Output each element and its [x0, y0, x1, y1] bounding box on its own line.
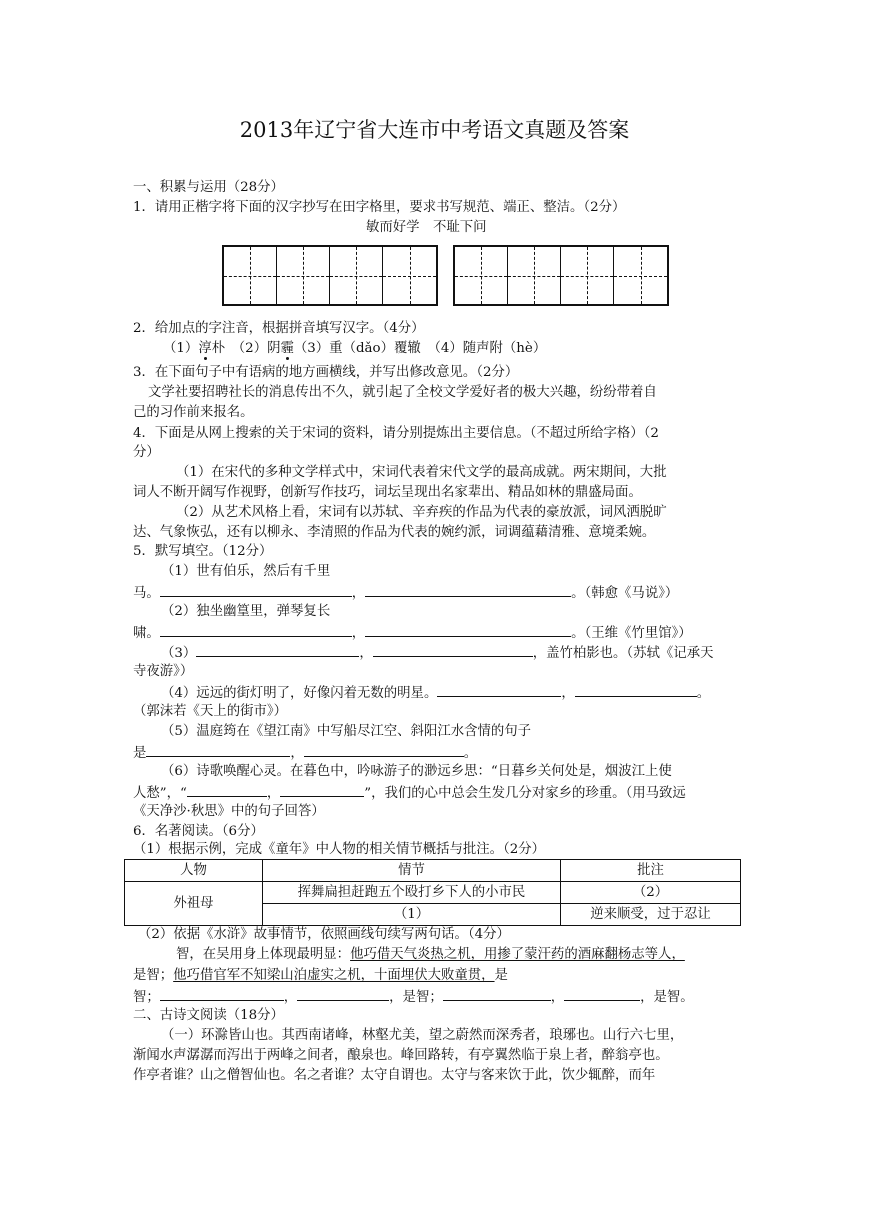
- q5-item6-tail: ”，我们的心中总会生发几分对家乡的珍重。（用马致远: [364, 786, 686, 801]
- passage-line1: （一）环滁皆山也。其西南诸峰，林壑尤美，望之蔚然而深秀者，琅琊也。山行六七里，: [161, 1028, 684, 1043]
- grid-cell[interactable]: [330, 247, 383, 304]
- dotted-char: 霾: [280, 341, 294, 356]
- header-note: 批注: [561, 860, 741, 882]
- question-5: 5．默写填空。（12分）: [133, 544, 273, 559]
- item-1-number: （1）: [163, 341, 199, 356]
- item-3: （3）重（dǎo）覆辙: [293, 341, 421, 356]
- q6-example-line1: [176, 945, 685, 965]
- q5-item4-source: （郭沫若《天上的街市》）: [133, 704, 287, 719]
- header-person: 人物: [125, 860, 263, 882]
- underlined-example-1: 他巧借天气炎热之机，用掺了蒙汗药的酒麻翻杨志等人，: [350, 947, 685, 962]
- cell-plot-2[interactable]: （1）: [263, 904, 561, 926]
- blank-input[interactable]: [280, 782, 364, 797]
- q5-item3-line: [161, 642, 713, 664]
- q6-sub1: （1）根据示例，完成《童年》中人物的相关情节概括与批注。（2分）: [133, 842, 546, 857]
- document-title: 2013年辽宁省大连市中考语文真题及答案: [239, 118, 630, 142]
- q5-item3-source: ，盖竹柏影也。（苏轼《记承天: [532, 646, 714, 661]
- q5-item3-number: （3）: [161, 646, 197, 661]
- q4-paragraph2-line2: 达、气象恢弘，还有以柳永、李清照的作品为代表的婉约派，词调蕴藉清雅、意境柔婉。: [133, 525, 656, 540]
- blank-input[interactable]: [365, 582, 571, 597]
- q5-item1-answer-line: [133, 582, 678, 604]
- passage-line2: 渐闻水声潺潺而泻出于两峰之间者，酿泉也。峰回路转，有亭翼然临于泉上者，醉翁亭也。: [133, 1048, 669, 1063]
- q6-example-line2: [133, 966, 508, 986]
- comma: ，: [283, 990, 298, 1005]
- q5-item6-lead: 人愁”，“: [133, 786, 187, 801]
- question-4-line1: 4．下面是从网上搜索的关于宋词的资料，请分别提炼出主要信息。（不超过所给字格）（2: [133, 426, 659, 441]
- q5-item5-prompt: （5）温庭筠在《望江南》中写船尽江空、斜阳江水含情的句子: [161, 724, 532, 739]
- blank-input[interactable]: [146, 742, 290, 757]
- passage-line3: 作亭者谁？山之僧智仙也。名之者谁？太守自谓也。太守与客来饮于此，饮少辄醉，而年: [133, 1068, 656, 1083]
- cell-note-2: 逆来顺受，过于忍让: [561, 904, 741, 926]
- comma: ，: [561, 686, 575, 701]
- q4-paragraph1-line2: 词人不断开阔写作视野，创新写作技巧，词坛呈现出名家辈出、精品如林的鼎盛局面。: [133, 485, 642, 500]
- q5-item2-prompt: （2）独坐幽篁里，弹琴复长: [161, 604, 331, 619]
- question-2: 2．给加点的字注音，根据拼音填写汉字。（4分）: [133, 321, 425, 336]
- grid-cell[interactable]: [508, 247, 561, 304]
- answer-lead: 智；: [133, 990, 160, 1005]
- question-2-items: [163, 339, 546, 359]
- blank-input[interactable]: [575, 682, 697, 697]
- section-heading-1: 一、积累与运用（28分）: [133, 180, 284, 195]
- q6-answer-line: [133, 986, 694, 1008]
- question-3: 3．在下面句子中有语病的地方画横线，并写出修改意见。（2分）: [133, 365, 519, 380]
- q5-item4-prompt: （4）远远的街灯明了，好像闪着无数的明星。: [161, 686, 438, 701]
- q3-sentence-line1: 文学社要招聘社长的消息传出不久，就引起了全校文学爱好者的极大兴趣，纷纷带着自: [148, 385, 657, 400]
- q5-item1-source: 。（韩愈《马说》）: [571, 586, 679, 601]
- blank-input[interactable]: [564, 986, 640, 1001]
- comma: ，: [290, 746, 304, 761]
- answer-mid: ，是智；: [389, 990, 443, 1005]
- period: 。: [463, 746, 478, 761]
- item-4: （4）随声附（hè）: [434, 341, 547, 356]
- grid-cell[interactable]: [383, 247, 436, 304]
- grid-cell[interactable]: [224, 247, 277, 304]
- blank-input[interactable]: [304, 742, 464, 757]
- cell-note-1[interactable]: （2）: [561, 882, 741, 904]
- q5-item2-lead: 啸。: [133, 626, 160, 641]
- q5-item4-line: [161, 682, 710, 704]
- blank-input[interactable]: [196, 642, 359, 657]
- item-1-tail: 朴: [211, 341, 226, 356]
- childhood-table: [124, 859, 741, 926]
- period: 。: [696, 686, 711, 701]
- blank-input[interactable]: [187, 782, 267, 797]
- blank-input[interactable]: [160, 622, 352, 637]
- cell-person: 外祖母: [125, 882, 263, 926]
- tianzi-grid-left[interactable]: [222, 245, 438, 306]
- blank-input[interactable]: [373, 642, 533, 657]
- q3-sentence-line2: 己的习作前来报名。: [133, 405, 254, 420]
- blank-input[interactable]: [443, 986, 551, 1001]
- tianzi-grid-right[interactable]: [453, 245, 669, 306]
- comma: ，: [266, 786, 281, 801]
- q5-item1-prompt: （1）世有伯乐，然后有千里: [161, 564, 331, 579]
- grid-cell[interactable]: [614, 247, 667, 304]
- comma: ，: [359, 646, 373, 661]
- q5-item1-lead: 马。: [133, 586, 160, 601]
- item-2-head: （2）阴: [238, 341, 281, 356]
- copy-phrase: 敏而好学 不耻下问: [366, 220, 487, 235]
- underlined-example-2: 他巧借官军不知梁山泊虚实之机，十面埋伏大败童贯，: [173, 968, 495, 983]
- comma: ，: [550, 990, 565, 1005]
- q5-item2-answer-line: [133, 622, 692, 644]
- comma: ，: [351, 586, 366, 601]
- header-plot: 情节: [263, 860, 561, 882]
- answer-tail: ，是智。: [640, 990, 694, 1005]
- blank-input[interactable]: [160, 582, 352, 597]
- section-heading-2: 二、古诗文阅读（18分）: [133, 1008, 284, 1023]
- q5-item5-lead: 是: [133, 746, 147, 761]
- q4-paragraph2-line1: （2）从艺术风格上看，宋词有以苏轼、辛弃疾的作品为代表的豪放派，词风洒脱旷: [176, 505, 667, 520]
- example-is-wisdom: 是智；: [133, 968, 174, 983]
- dotted-char: 淳: [198, 341, 212, 356]
- q5-item6-source: 《天净沙·秋思》中的句子回答）: [133, 804, 325, 819]
- q5-item5-answer-line: [133, 742, 477, 764]
- q6-sub2: （2）依据《水浒》故事情节，依照画线句续写两句话。（4分）: [138, 927, 510, 942]
- blank-input[interactable]: [297, 986, 389, 1001]
- grid-cell[interactable]: [455, 247, 508, 304]
- question-4-line2: 分）: [133, 445, 160, 460]
- comma: ，: [351, 626, 366, 641]
- example-is: 是: [494, 968, 508, 983]
- q5-item6-answer-line: [133, 782, 686, 804]
- question-6: 6．名著阅读。（6分）: [133, 824, 264, 839]
- blank-input[interactable]: [437, 682, 561, 697]
- grid-cell[interactable]: [561, 247, 614, 304]
- blank-input[interactable]: [365, 622, 571, 637]
- q5-item6-prompt: （6）诗歌唤醒心灵。在暮色中，吟咏游子的渺远乡思：“日暮乡关何处是，烟波江上使: [161, 764, 672, 779]
- q5-item3-source-tail: 寺夜游》）: [133, 664, 194, 679]
- grid-cell[interactable]: [277, 247, 330, 304]
- blank-input[interactable]: [160, 986, 284, 1001]
- q5-item2-source: 。（王维《竹里馆》）: [571, 626, 692, 641]
- q4-paragraph1-line1: （1）在宋代的多种文学样式中，宋词代表着宋代文学的最高成就。两宋期间，大批: [176, 465, 667, 480]
- example-lead: 智，在吴用身上体现最明显：: [176, 947, 351, 962]
- cell-plot-1: 挥舞扁担赶跑五个殴打乡下人的小市民: [263, 882, 561, 904]
- question-1: 1．请用正楷字将下面的汉字抄写在田字格里，要求书写规范、端正、整洁。（2分）: [133, 200, 626, 215]
